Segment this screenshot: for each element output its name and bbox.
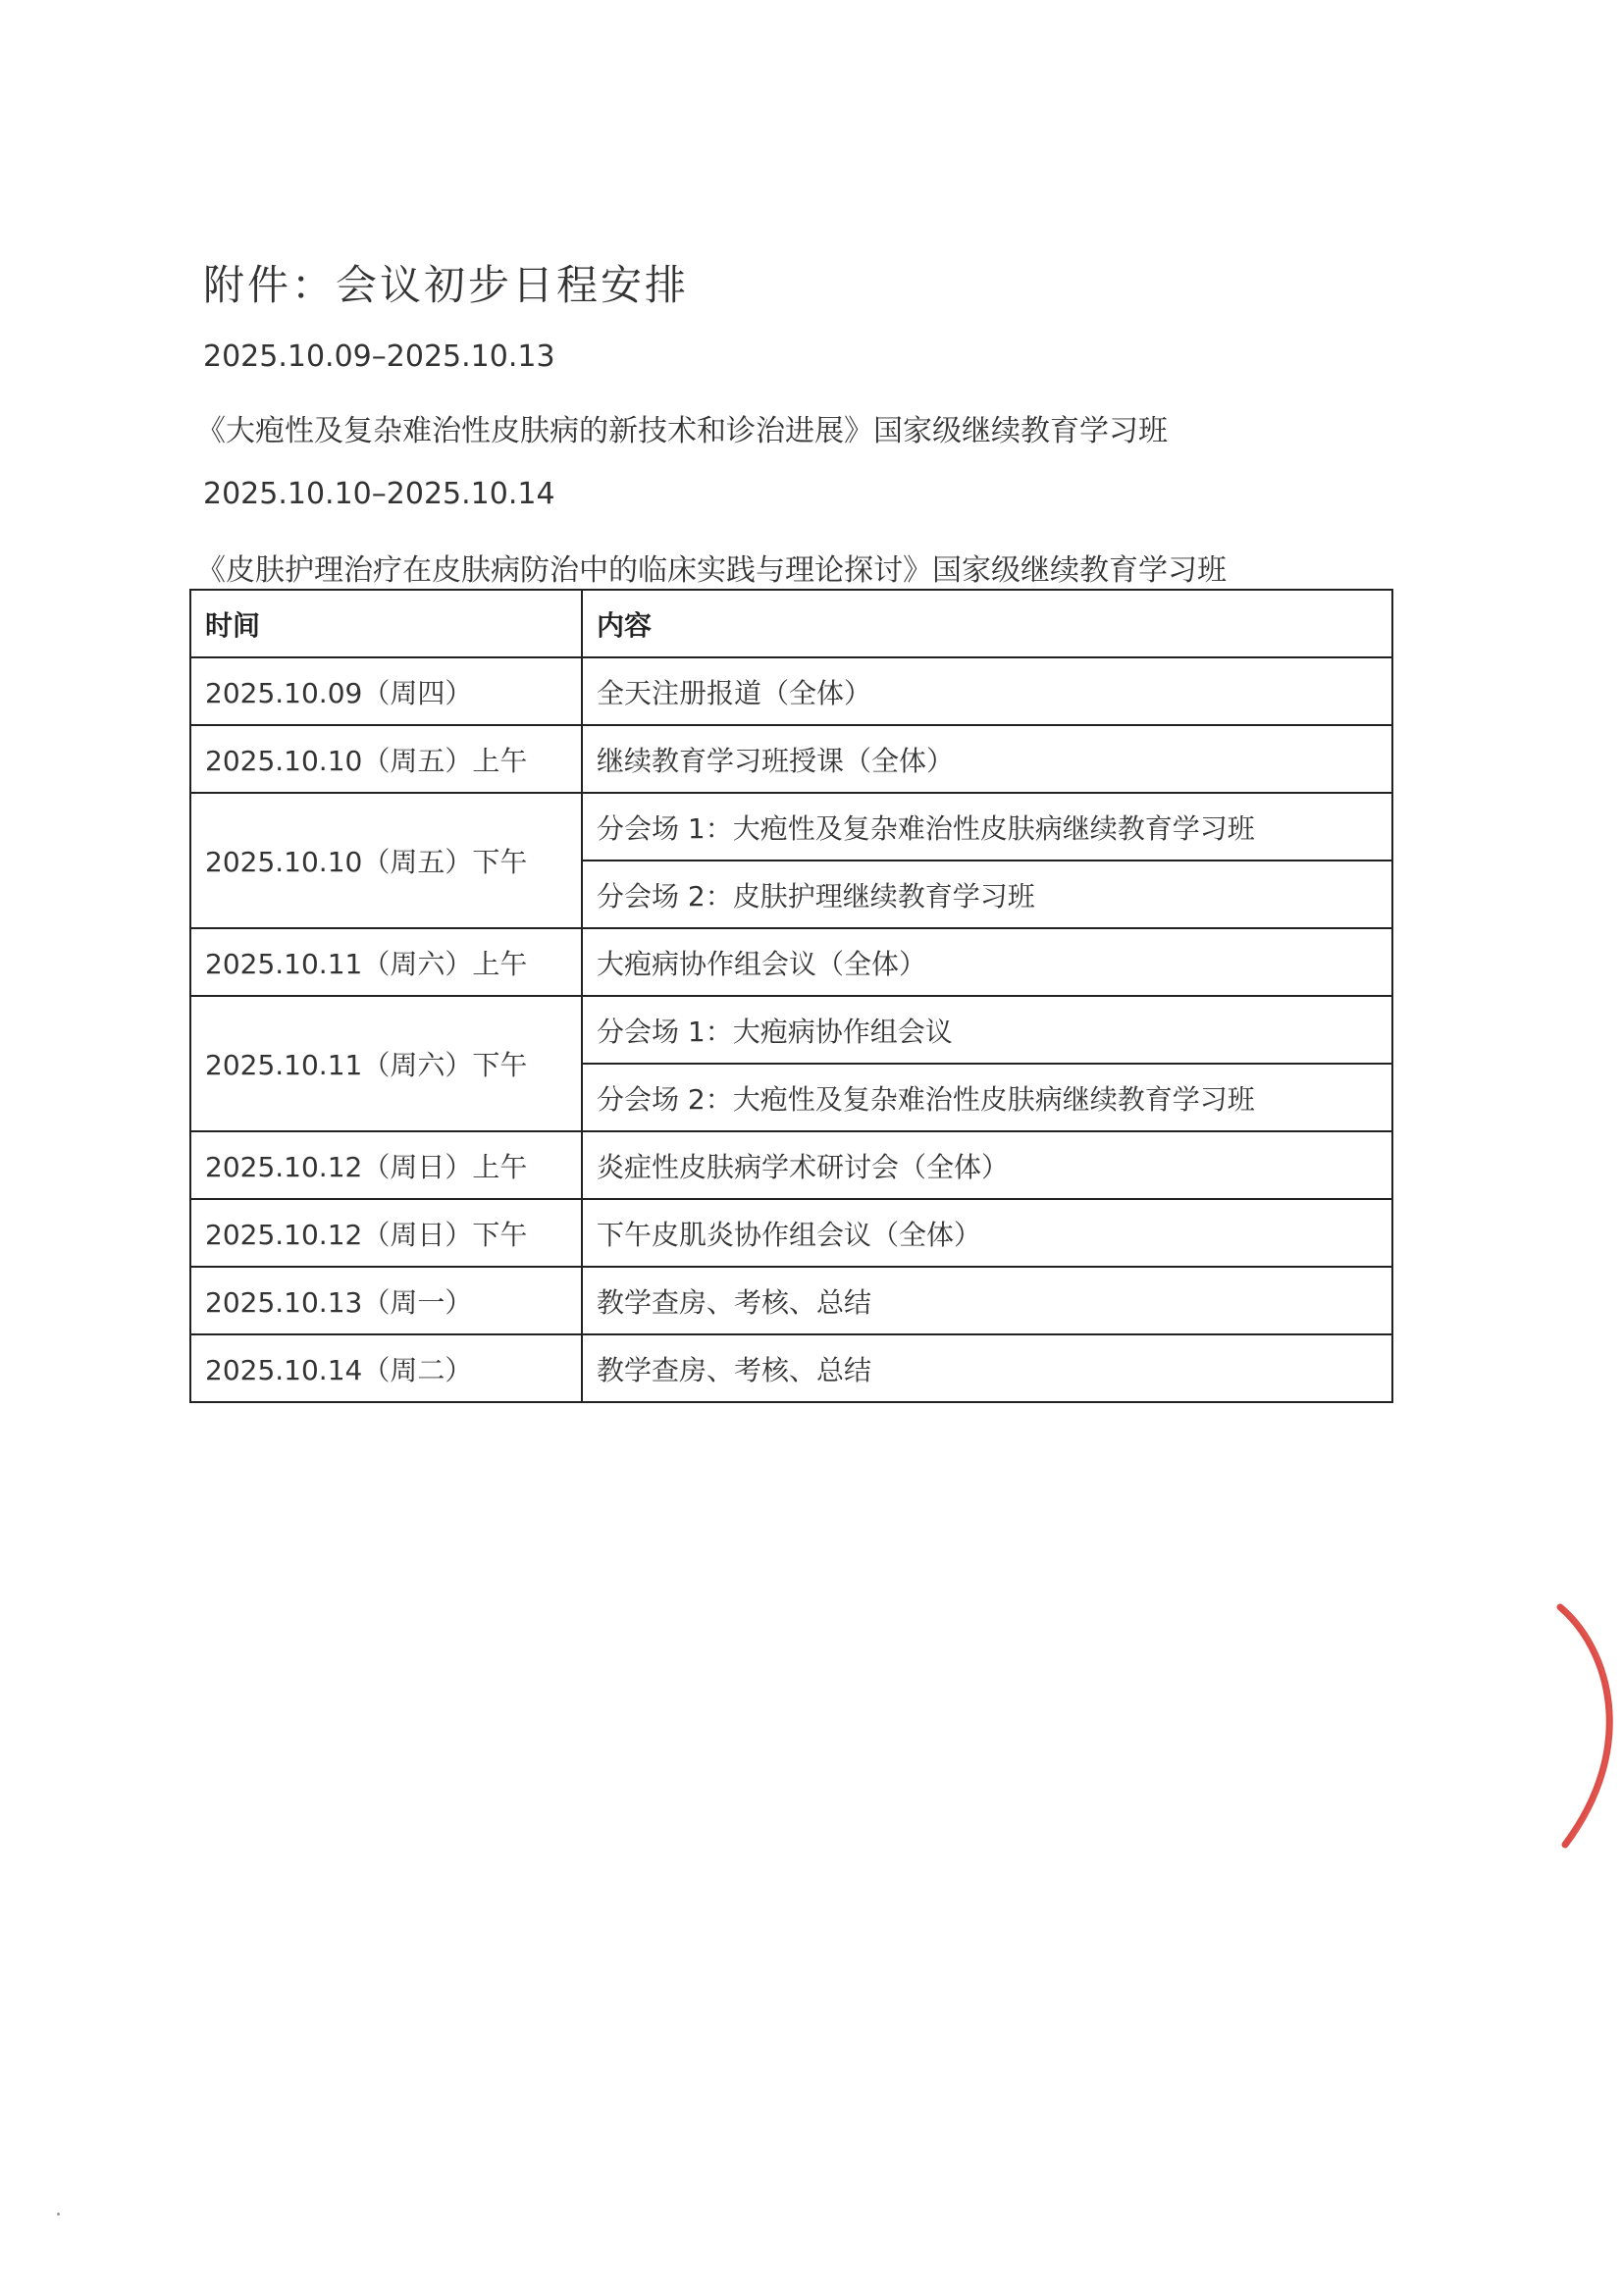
cell-time: 2025.10.09（周四） bbox=[190, 657, 582, 725]
cell-time: 2025.10.13（周一） bbox=[190, 1267, 582, 1334]
table-row bbox=[190, 793, 1392, 861]
date-range-1: 2025.10.09–2025.10.13 bbox=[203, 339, 555, 374]
cell-time: 2025.10.10（周五）下午 bbox=[190, 793, 582, 928]
red-seal-stamp-edge bbox=[1531, 1599, 1623, 1854]
table-row bbox=[190, 657, 1392, 725]
cell-content: 全天注册报道（全体） bbox=[582, 657, 1392, 725]
header-time: 时间 bbox=[190, 590, 582, 657]
header-content: 内容 bbox=[582, 590, 1392, 657]
cell-time: 2025.10.10（周五）上午 bbox=[190, 725, 582, 793]
table-header-row bbox=[190, 590, 1392, 657]
table-row bbox=[190, 928, 1392, 996]
page-title: 附件：会议初步日程安排 bbox=[203, 261, 690, 309]
cell-time: 2025.10.12（周日）上午 bbox=[190, 1131, 582, 1199]
table-row bbox=[190, 1199, 1392, 1267]
table-row bbox=[190, 1131, 1392, 1199]
cell-time: 2025.10.11（周六）下午 bbox=[190, 996, 582, 1131]
course-title-1: 《大疱性及复杂难治性皮肤病的新技术和诊治进展》国家级继续教育学习班 bbox=[196, 414, 1168, 448]
cell-time: 2025.10.12（周日）下午 bbox=[190, 1199, 582, 1267]
scan-speck bbox=[57, 2213, 60, 2216]
table-row bbox=[190, 1267, 1392, 1334]
cell-content: 教学查房、考核、总结 bbox=[582, 1267, 1392, 1334]
date-range-2: 2025.10.10–2025.10.14 bbox=[203, 477, 555, 511]
table-row bbox=[190, 1334, 1392, 1402]
table-row bbox=[190, 725, 1392, 793]
cell-content: 分会场 2：皮肤护理继续教育学习班 bbox=[582, 861, 1392, 928]
cell-content: 分会场 1：大疱病协作组会议 bbox=[582, 996, 1392, 1064]
cell-time: 2025.10.14（周二） bbox=[190, 1334, 582, 1402]
cell-time: 2025.10.11（周六）上午 bbox=[190, 928, 582, 996]
table-row bbox=[190, 996, 1392, 1064]
cell-content: 炎症性皮肤病学术研讨会（全体） bbox=[582, 1131, 1392, 1199]
course-title-2: 《皮肤护理治疗在皮肤病防治中的临床实践与理论探讨》国家级继续教育学习班 bbox=[196, 553, 1227, 588]
schedule-table bbox=[189, 589, 1393, 1403]
schedule-body bbox=[190, 657, 1392, 1402]
cell-content: 下午皮肌炎协作组会议（全体） bbox=[582, 1199, 1392, 1267]
cell-content: 分会场 2：大疱性及复杂难治性皮肤病继续教育学习班 bbox=[582, 1064, 1392, 1131]
cell-content: 分会场 1：大疱性及复杂难治性皮肤病继续教育学习班 bbox=[582, 793, 1392, 861]
cell-content: 教学查房、考核、总结 bbox=[582, 1334, 1392, 1402]
cell-content: 继续教育学习班授课（全体） bbox=[582, 725, 1392, 793]
cell-content: 大疱病协作组会议（全体） bbox=[582, 928, 1392, 996]
